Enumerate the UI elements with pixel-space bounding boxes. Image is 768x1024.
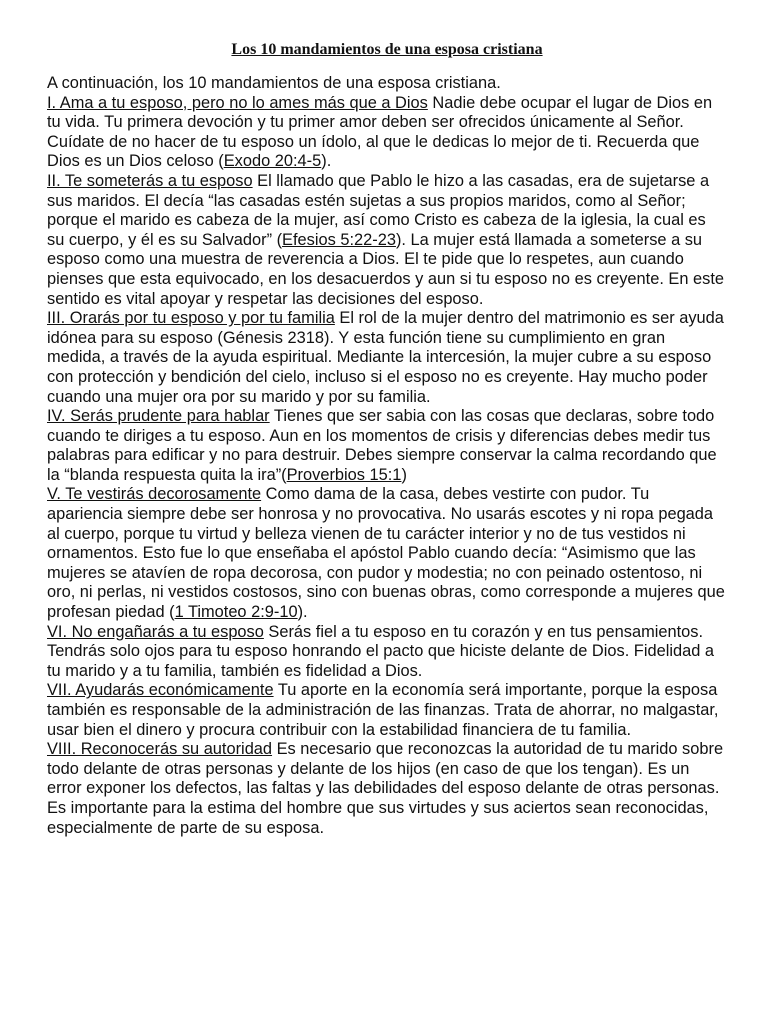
document-page xyxy=(47,40,727,838)
commandment-1-text-end: ). xyxy=(321,152,332,171)
document-title: Los 10 mandamientos de una esposa cristiana xyxy=(231,41,543,58)
commandment-6-text: Serás fiel a tu esposo en tu corazón y en tus pensamientos. Tendrás solo ojos para tu esposo honrando el pacto que hiciste delante de Dios. Fidelidad a tu marido y a tu familia, también es fidelidad a Dios. xyxy=(47,622,714,680)
commandment-1-heading: I. Ama a tu esposo, pero no lo ames más que a Dios xyxy=(47,93,428,112)
commandment-3-text: El rol de la mujer dentro del matrimonio es ser ayuda idónea para su esposo (Génesis 2318). Y esta función tiene su cumplimiento en gran medida, a través de la ayuda espiritual. Mediante la intercesión, la mujer cubre a su esposo con protección y bendición del cielo, incluso si el esposo no es creyente. Hay mucho poder cuando una mujer ora por su marido y por su familia. xyxy=(47,309,724,406)
commandment-4 xyxy=(47,407,727,485)
commandment-8 xyxy=(47,740,727,838)
commandment-7-heading: VII. Ayudarás económicamente xyxy=(47,681,274,700)
commandment-4-heading: IV. Serás prudente para hablar xyxy=(47,407,270,426)
commandment-2-heading: II. Te someterás a tu esposo xyxy=(47,171,253,190)
document-body xyxy=(47,74,727,838)
commandment-1 xyxy=(47,94,727,172)
commandment-1-reference-link[interactable]: Exodo 20:4-5 xyxy=(223,152,322,171)
commandment-8-text: Es necesario que reconozcas la autoridad de tu marido sobre todo delante de otras personas y delante de los hijos (en caso de que los tengan). Es un error exponer los defectos, las faltas y las debilidades del esposo delante de otras personas. Es importante para la estima del hombre que sus virtudes y sus aciertos sean reconocidas, especialmente de parte de su esposa. xyxy=(47,740,724,837)
commandment-2-text-end: ). La mujer está llamada a someterse a su esposo como una muestra de reverencia a Dios. El te pide que lo respetes, aun cuando pienses que esta equivocado, en los desacuerdos y aun si tu esposo no es creyente. En este sentido es vital apoyar y respetar las decisiones del esposo. xyxy=(47,230,725,308)
commandment-1-text: Nadie debe ocupar el lugar de Dios en tu vida. Tu primera devoción y tu primer amor deben ser ofrecidos únicamente al Señor. Cuídate de no hacer de tu esposo un ídolo, al que le dedicas lo mejor de ti. Recuerda que Dios es un Dios celoso ( xyxy=(47,93,713,171)
commandment-5-reference-link[interactable]: 1 Timoteo 2:9-10 xyxy=(174,603,298,622)
commandment-4-text: Tienes que ser sabia con las cosas que declaras, sobre todo cuando te diriges a tu esposo. Aun en los momentos de crisis y diferencias debes medir tus palabras para edificar y no para destruir. Debes siempre conservar la calma recordando que la “blanda respuesta quita la ira”( xyxy=(47,407,717,484)
commandment-6 xyxy=(47,623,727,682)
commandment-6-heading: VI. No engañarás a tu esposo xyxy=(47,622,264,641)
commandment-3-heading: III. Orarás por tu esposo y por tu familia xyxy=(47,309,335,328)
commandment-2-text: El llamado que Pablo le hizo a las casadas, era de sujetarse a sus maridos. El decía “las casadas estén sujetas a sus propios maridos, como al Señor; porque el marido es cabeza de la mujer, así como Cristo es cabeza de la iglesia, la cual es su cuerpo, y él es su Salvador” ( xyxy=(47,171,710,249)
commandment-7-text: Tu aporte en la economía será importante, porque la esposa también es responsable de la administración de las finanzas. Trata de ahorrar, no malgastar, usar bien el dinero y procura contribuir con la estabilidad financiera de tu familia. xyxy=(47,681,719,739)
commandment-4-text-end: ) xyxy=(401,465,407,484)
commandment-5-heading: V. Te vestirás decorosamente xyxy=(47,485,262,504)
commandment-7 xyxy=(47,681,727,740)
intro-paragraph: A continuación, los 10 mandamientos de una esposa cristiana. xyxy=(47,74,501,92)
commandment-3 xyxy=(47,309,727,407)
commandment-4-reference-link[interactable]: Proverbios 15:1 xyxy=(286,465,402,484)
commandment-5-text: Como dama de la casa, debes vestirte con pudor. Tu apariencia siempre debe ser honrosa y no provocativa. No usarás escotes y ni ropa pegada al cuerpo, porque tu virtud y belleza vienen de tu carácter interior y no de tus vestidos ni ornamentos. Esto fue lo que enseñaba el apóstol Pablo cuando decía: “Asimismo que las mujeres se atavíen de ropa decorosa, con pudor y modestia; no con peinado ostentoso, ni oro, ni perlas, ni vestidos costosos, sino con buenas obras, como corresponde a mujeres que profesan piedad ( xyxy=(47,485,725,622)
commandment-8-heading: VIII. Reconocerás su autoridad xyxy=(47,740,273,759)
commandment-5-text-end: ). xyxy=(297,603,308,622)
commandment-2-reference-link[interactable]: Efesios 5:22-23 xyxy=(282,230,396,249)
commandment-5 xyxy=(47,485,727,622)
commandment-2 xyxy=(47,172,727,309)
